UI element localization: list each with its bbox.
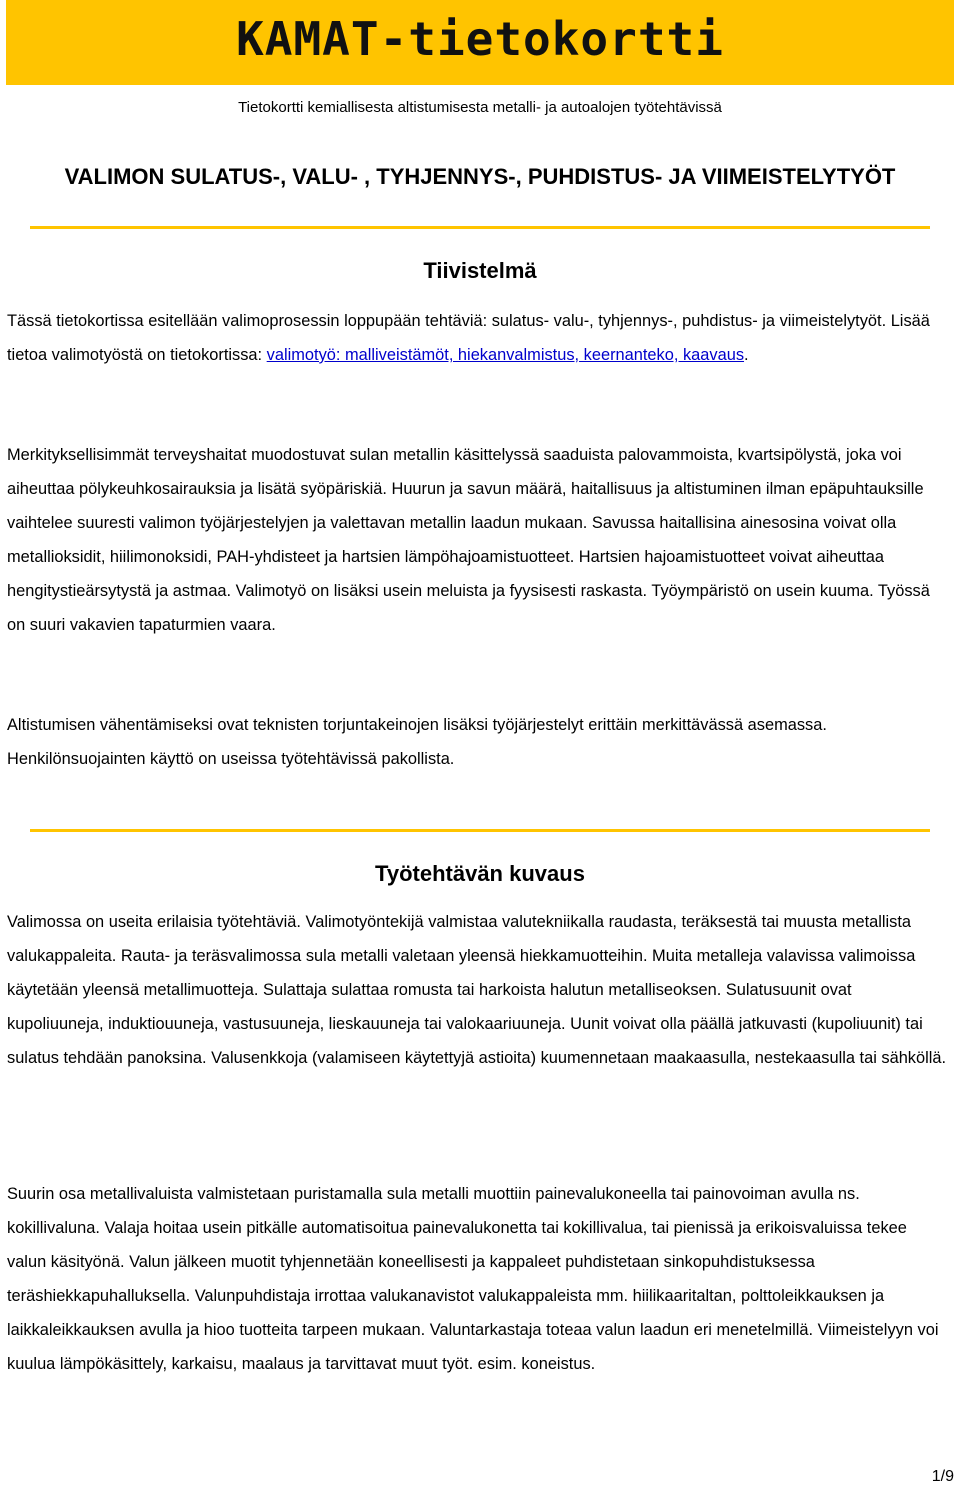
summary-paragraph-1 xyxy=(7,304,947,372)
description-heading: Työtehtävän kuvaus xyxy=(375,861,585,886)
description-paragraph-1: Valimossa on useita erilaisia työtehtäviä. Valimotyöntekijä valmistaa valutekniikalla raudasta, teräksestä tai muusta metallista valukappaleita. Rauta- ja teräsvalimossa sula metalli valetaan yleensä hiekkamuotteihin. Muita metalleja valavissa valimoissa käytetään yleensä metallimuotteja. Sulattaja sulattaa romusta tai harkoista halutun metalliseoksen. Sulatusuunit ovat kupoliuuneja, induktiouuneja, vastusuuneja, lieskauuneja tai valokaariuuneja. Uunit voivat olla päällä jatkuvasti (kupoliuunit) tai sulatus tehdään panoksina. Valusenkkoja (valamiseen käytettyjä astioita) kuumennetaan maakaasulla, nestekaasulla tai sähköllä. xyxy=(7,913,947,1067)
document-subtitle: Tietokortti kemiallisesta altistumisesta metalli- ja autoalojen työtehtävissä xyxy=(238,99,722,116)
divider-top xyxy=(30,226,930,229)
banner-title: KAMAT-tietokortti xyxy=(236,12,724,66)
page-number: 1/9 xyxy=(931,1468,954,1485)
page-title: VALIMON SULATUS-, VALU- , TYHJENNYS-, PUHDISTUS- JA VIIMEISTELYTYÖT xyxy=(64,164,896,189)
related-card-link[interactable]: valimotyö: malliveistämöt, hiekanvalmistus, keernanteko, kaavaus xyxy=(266,346,745,364)
divider-middle xyxy=(30,829,930,832)
summary-heading: Tiivistelmä xyxy=(423,258,537,283)
header-banner xyxy=(6,0,954,85)
summary-paragraph-1-text: Tässä tietokortissa esitellään valimoprosessin loppupään tehtäviä: sulatus- valu-, tyhjennys-, puhdistus- ja viimeistelytyöt. Lisää tietoa valimotyöstä on tietokortissa: xyxy=(7,312,930,364)
summary-paragraph-2: Merkityksellisimmät terveyshaitat muodostuvat sulan metallin käsittelyssä saaduista palovammoista, kvartsipölystä, joka voi aiheuttaa pölykeuhkosairauksia ja lisätä syöpäriskiä. Huurun ja savun määrä, haitallisuus ja altistuminen ilman epäpuhtauksille vaihtelee suuresti valimon työjärjestelyjen ja valettavan metallin laadun mukaan. Savussa haitallisina ainesosina voivat olla metallioksidit, hiilimonoksidi, PAH-yhdisteet ja hartsien lämpöhajoamistuotteet. Hartsien hajoamistuotteet voivat aiheuttaa hengitystieärsytystä ja astmaa. Valimotyö on lisäksi usein meluista ja fyysisesti raskasta. Työympäristö on usein kuuma. Työssä on suuri vakavien tapaturmien vaara. xyxy=(7,446,930,634)
summary-paragraph-3: Altistumisen vähentämiseksi ovat teknisten torjuntakeinojen lisäksi työjärjestelyt erittäin merkittävässä asemassa. Henkilönsuojainten käyttö on useissa työtehtävissä pakollista. xyxy=(7,716,827,768)
description-paragraph-2: Suurin osa metallivaluista valmistetaan puristamalla sula metalli muottiin painevalukoneella tai painovoiman avulla ns. kokillivaluna. Valaja hoitaa usein pitkälle automatisoitua painevalukonetta tai kokillivalua, tai pienissä ja erikoisvaluissa tekee valun käsityönä. Valun jälkeen muotit tyhjennetään koneellisesti ja kappaleet puhdistetaan sinkopuhdistuksessa teräshiekkapuhalluksella. Valunpuhdistaja irrottaa valukanavistot valukappaleista mm. hiilikaaritaltan, polttoleikkauksen ja laikkaleikkauksen avulla ja hioo tuotteita tarpeen mukaan. Valuntarkastaja toteaa valun laadun eri menetelmillä. Viimeistelyyn voi kuulua lämpökäsittely, karkaisu, maalaus ja tarvittavat muut työt. esim. koneistus. xyxy=(7,1185,939,1373)
summary-paragraph-1-end: . xyxy=(744,346,749,364)
